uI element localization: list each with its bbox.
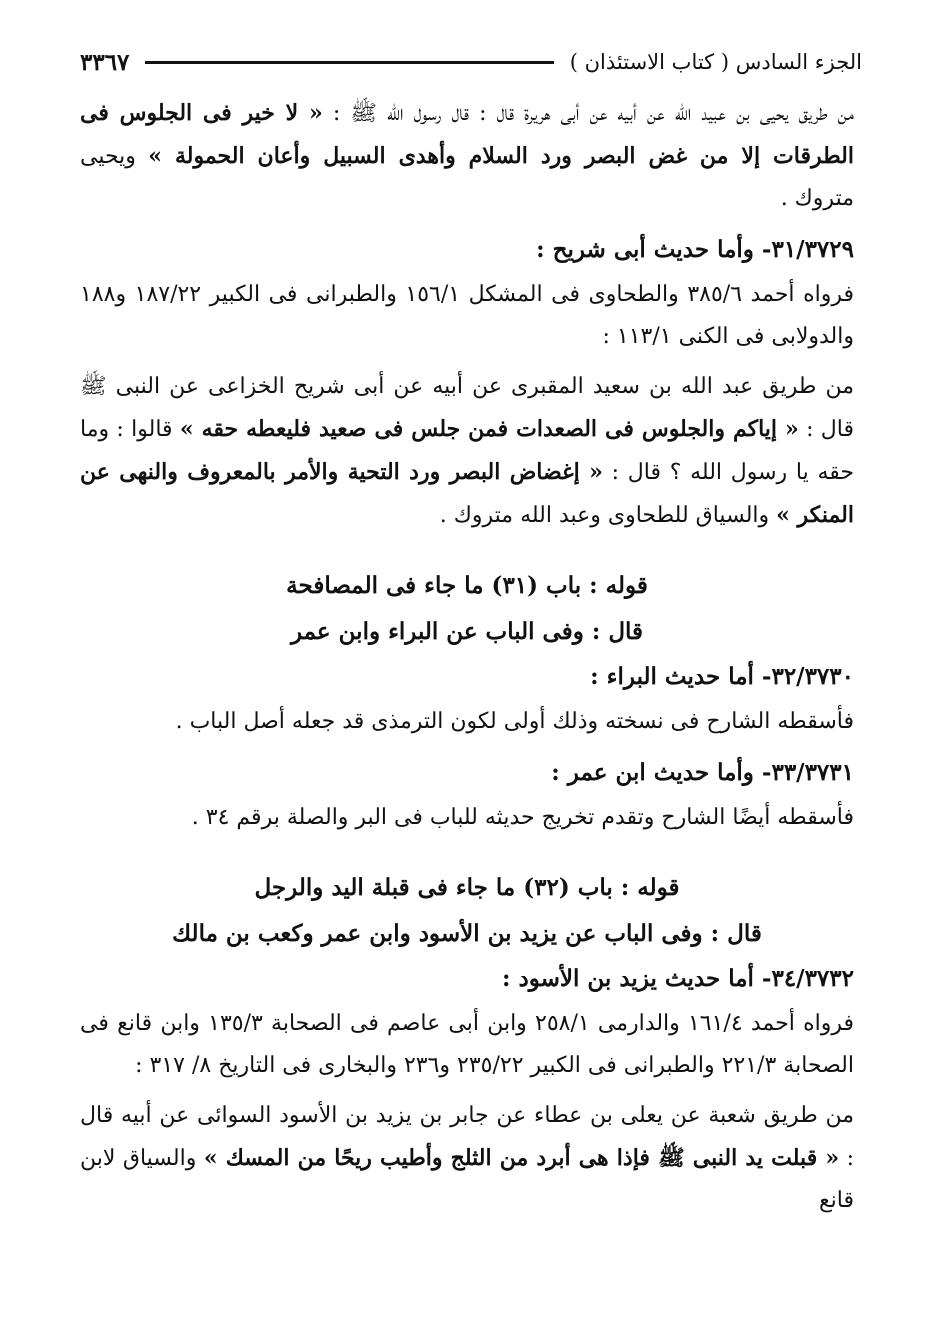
paragraph-abu-shurayh-sources: فرواه أحمد ٣٨٥/٦ والطحاوى فى المشكل ١٥٦/١ والطبرانى فى الكبير ١٨٧/٢٢ و١٨٨ والدولابى فى الكنى ١١٣/١ : bbox=[80, 282, 855, 349]
paragraph-yazid-chain bbox=[80, 1095, 854, 1222]
section-heading-yazid: ٣٤/٣٧٣٢- أما حديث يزيد بن الأسود : bbox=[502, 965, 854, 992]
chain-text: من طريق عبد الله بن سعيد المقبرى عن أبيه عن أبى شريح الخزاعى عن النبى ﷺ قال : bbox=[80, 374, 854, 442]
running-title: الجزء السادس ( كتاب الاستئذان ) bbox=[569, 50, 862, 74]
header-rule bbox=[145, 61, 553, 64]
grading-text: والسياق لابن قانع bbox=[80, 1146, 854, 1213]
grading-text: والسياق للطحاوى وعبد الله متروك . bbox=[439, 503, 777, 528]
section-heading-bara: ٣٢/٣٧٣٠- أما حديث البراء : bbox=[590, 663, 854, 690]
chain-text: من طريق شعبة عن يعلى بن عطاء عن جابر بن يزيد بن الأسود السوائى عن أبيه قال : bbox=[80, 1103, 854, 1171]
section-heading-ibn-umar: ٣٣/٣٧٣١- وأما حديث ابن عمر : bbox=[551, 759, 854, 786]
page-number: ٣٣٦٧ bbox=[80, 48, 130, 76]
spacer bbox=[80, 545, 854, 563]
paragraph-bara: فأسقطه الشارح فى نسخته وذلك أولى لكون الترمذى قد جعله أصل الباب . bbox=[175, 709, 854, 734]
grading-text: ويحيى متروك . bbox=[80, 144, 854, 211]
dialogue-text: قالوا : وما حقه يا رسول الله ؟ قال : bbox=[80, 417, 854, 485]
hadith-text-answer: « إغضاض البصر ورد التحية والأمر بالمعروف والنهى عن المنكر » bbox=[80, 459, 854, 528]
hadith-text: « قبلت يد النبى ﷺ فإذا هى أبرد من الثلج وأطيب ريحًا من المسك » bbox=[203, 1145, 840, 1171]
paragraph-abu-shurayh-chain bbox=[80, 366, 854, 537]
chapter-subtitle-kissing-hand: قال : وفى الباب عن يزيد بن الأسود وابن عمر وكعب بن مالك bbox=[172, 920, 762, 947]
paragraph-yazid-sources: فرواه أحمد ١٦١/٤ والدارمى ٢٥٨/١ وابن أبى عاصم فى الصحابة ١٣٥/٣ وابن قانع فى الصحابة ٢٢١/٣ والطبرانى فى الكبير ٢٣٥/٢٢ و٢٣٦ والبخارى فى التاريخ ٨/ ٣١٧ : bbox=[80, 1011, 854, 1078]
chapter-title-handshake: قوله : باب (٣١) ما جاء فى المصافحة bbox=[286, 572, 648, 599]
section-heading-abu-shurayh: ٣١/٣٧٢٩- وأما حديث أبى شريح : bbox=[536, 236, 854, 263]
page-header bbox=[80, 40, 862, 84]
paragraph-ibn-umar: فأسقطه أيضًا الشارح وتقدم تخريج حديثه للباب فى البر والصلة برقم ٣٤ . bbox=[191, 805, 854, 830]
hadith-text: « إياكم والجلوس فى الصعدات فمن جلس فى صعيد فليعطه حقه » bbox=[179, 416, 799, 442]
spacer bbox=[80, 847, 854, 865]
chapter-subtitle-handshake: قال : وفى الباب عن البراء وابن عمر bbox=[290, 618, 644, 645]
paragraph-yahya-chain bbox=[80, 92, 854, 220]
chain-text: من طريق يحيى بن عبيد الله عن أبيه عن أبى هريرة قال : قال رسول الله ﷺ : bbox=[322, 101, 854, 126]
page-body bbox=[80, 92, 854, 1230]
chapter-title-kissing-hand: قوله : باب (٣٢) ما جاء فى قبلة اليد والرجل bbox=[254, 874, 680, 901]
hadith-text: « لا خير فى الجلوس فى الطرقات إلا من غض البصر ورد السلام وأهدى السبيل وأعان الحمولة » bbox=[80, 100, 854, 169]
